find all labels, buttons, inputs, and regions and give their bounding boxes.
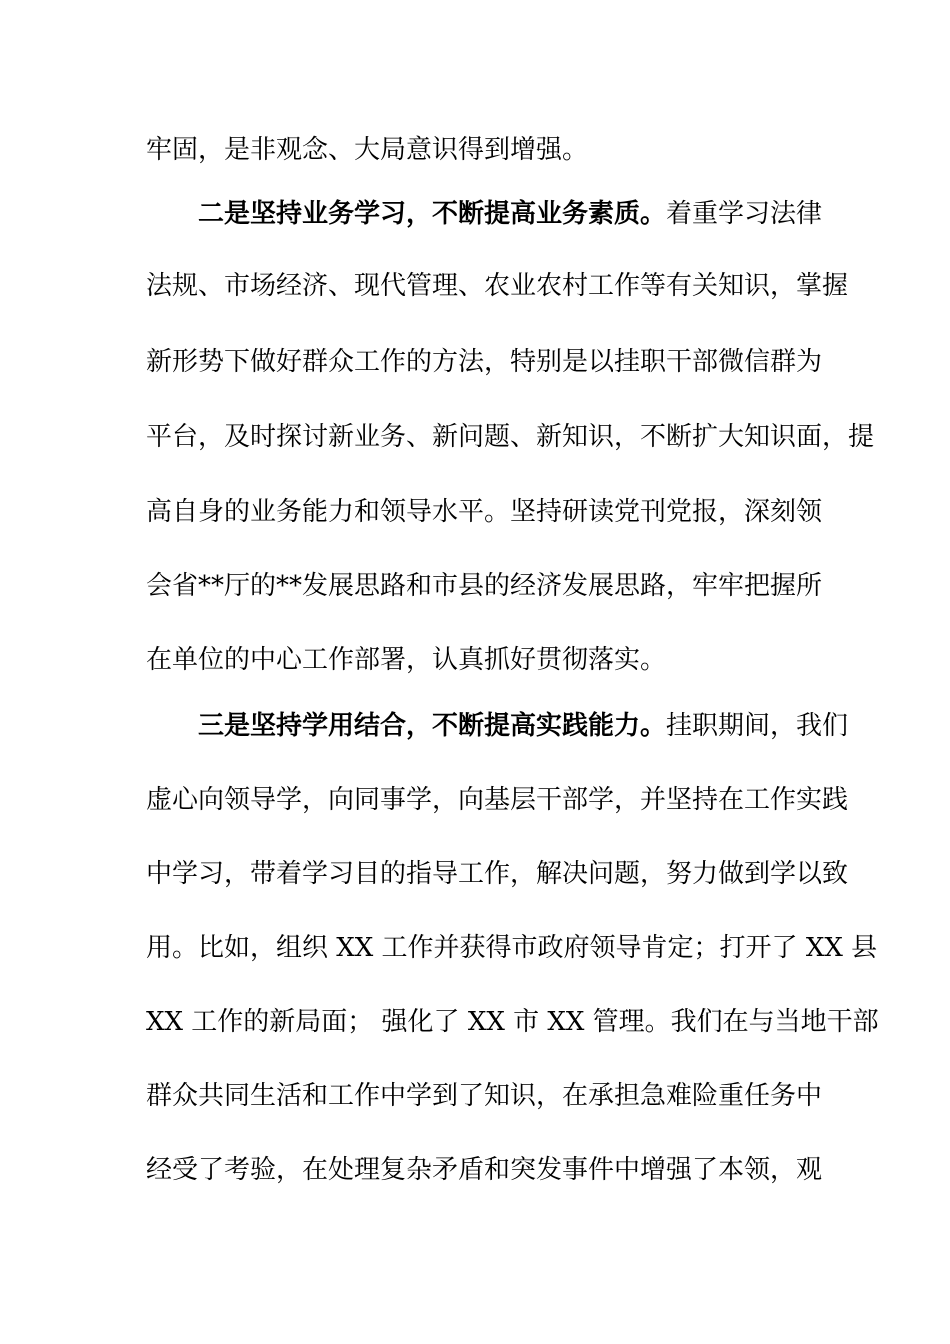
paragraph-line-11 [146,854,849,894]
line-text: 牢固，是非观念、大局意识得到增强。 [146,135,589,165]
line-text: XX 工作的新局面； 强化了 XX 市 XX 管理。我们在与当地干部 [146,1007,879,1037]
paragraph-line-3 [146,266,849,306]
line-text: 平台，及时探讨新业务、新问题、新知识，不断扩大知识面，提 [146,422,875,452]
paragraph-line-9 [198,706,849,746]
paragraph-line-7 [146,566,823,606]
line-text: 新形势下做好群众工作的方法，特别是以挂职干部微信群为 [146,347,823,377]
line-text: 在单位的中心工作部署，认真抓好贯彻落实。 [146,645,667,675]
line-text: 群众共同生活和工作中学到了知识，在承担急难险重任务中 [146,1081,823,1111]
line-text: 中学习，带着学习目的指导工作，解决问题，努力做到学以致 [146,859,849,889]
section-heading-3: 三是坚持学用结合，不断提高实践能力。 [198,711,667,741]
line-text: 经受了考验，在处理复杂矛盾和突发事件中增强了本领，观 [146,1155,823,1185]
section-heading-2: 二是坚持业务学习，不断提高业务素质。 [198,199,667,229]
paragraph-line-12 [146,928,878,968]
paragraph-line-5 [146,417,875,457]
paragraph-line-15 [146,1150,823,1190]
line-text: 用。比如，组织 XX 工作并获得市政府领导肯定；打开了 XX 县 [146,933,878,963]
paragraph-line-8 [146,640,806,680]
paragraph-line-2 [198,194,823,234]
paragraph-line-13 [146,1002,879,1042]
paragraph-line-6 [146,492,823,532]
paragraph-line-1 [146,130,806,170]
line-text: 虚心向领导学，向同事学，向基层干部学，并坚持在工作实践 [146,785,849,815]
paragraph-line-14 [146,1076,823,1116]
paragraph-line-10 [146,780,849,820]
line-text: 会省**厅的**发展思路和市县的经济发展思路，牢牢把握所 [146,571,823,601]
line-text: 高自身的业务能力和领导水平。坚持研读党刊党报，深刻领 [146,497,823,527]
paragraph-line-4 [146,342,823,382]
line-text: 法规、市场经济、现代管理、农业农村工作等有关知识，掌握 [146,271,849,301]
line-text: 着重学习法律 [666,199,823,229]
line-text: 挂职期间，我们 [666,711,849,741]
